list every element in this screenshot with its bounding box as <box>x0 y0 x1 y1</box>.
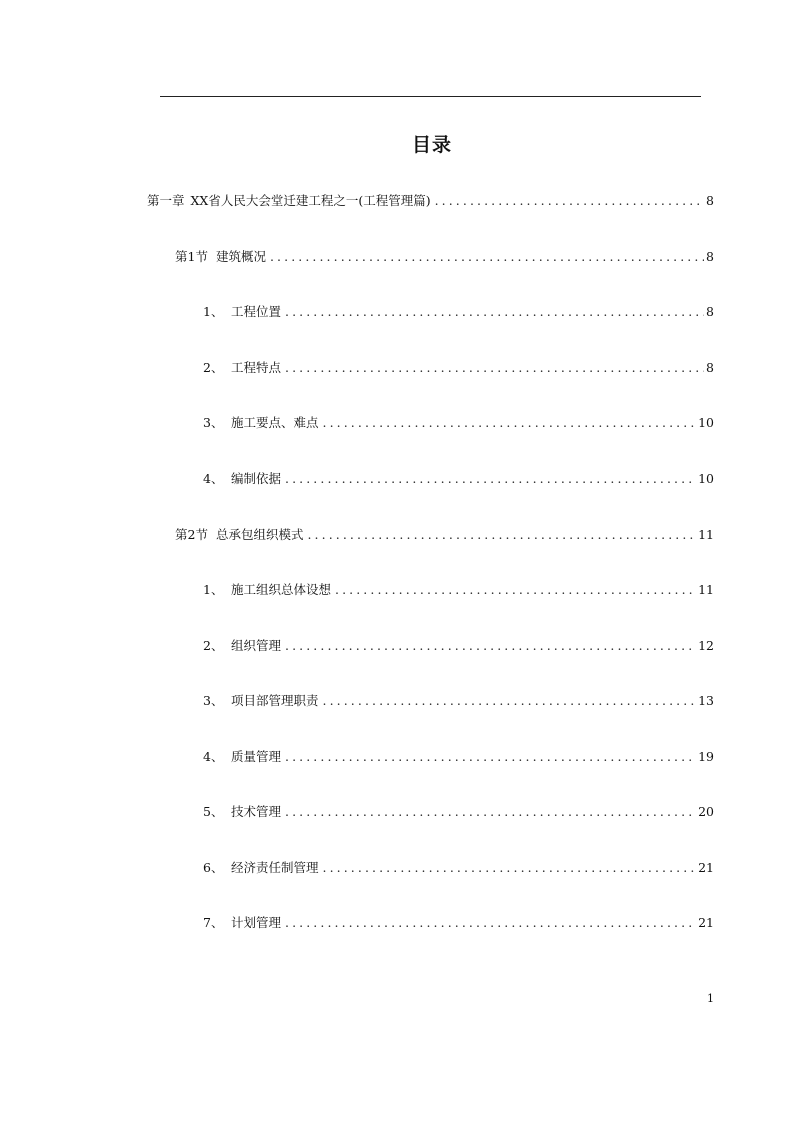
toc-entry-number: 3、 <box>203 693 224 708</box>
toc-entry-page: 19 <box>698 749 714 764</box>
toc-entry-2-2[interactable] <box>203 638 714 654</box>
toc-entry-page: 8 <box>706 193 714 208</box>
toc-entry-number: 7、 <box>203 915 224 930</box>
toc-entry-2-6[interactable] <box>203 860 714 876</box>
toc-entry-page: 20 <box>698 804 714 819</box>
toc-title: 目录 <box>411 134 452 156</box>
toc-entry-number: 第一章 <box>147 193 185 208</box>
toc-entry-page: 13 <box>698 693 714 708</box>
toc-entry-text: 工程特点 <box>231 360 282 375</box>
toc-entry-number: 2、 <box>203 638 224 653</box>
toc-entry-page: 8 <box>706 249 714 264</box>
toc-dot-leader <box>270 249 704 265</box>
toc-dot-leader <box>435 193 704 209</box>
toc-dot-leader <box>285 915 696 931</box>
toc-dot-leader <box>285 360 704 376</box>
toc-dot-leader <box>335 582 696 598</box>
toc-entry-2-7[interactable] <box>203 915 714 931</box>
toc-entry-page: 8 <box>706 304 714 319</box>
toc-entry-text: 计划管理 <box>231 915 282 930</box>
toc-dot-leader <box>285 471 696 487</box>
toc-entry-number: 1、 <box>203 582 224 597</box>
toc-entry-number: 2、 <box>203 360 224 375</box>
toc-entry-number: 6、 <box>203 860 224 875</box>
toc-entry-page: 21 <box>698 860 714 875</box>
toc-dot-leader <box>323 860 697 876</box>
toc-entry-text: 经济责任制管理 <box>231 860 319 875</box>
toc-entry-2-1[interactable] <box>203 582 714 598</box>
toc-entry-number: 第1节 <box>175 249 208 264</box>
toc-entry-page: 8 <box>706 360 714 375</box>
toc-entry-text: 施工组织总体设想 <box>231 582 332 597</box>
toc-entry-text: 技术管理 <box>231 804 282 819</box>
toc-entry-text: 施工要点、难点 <box>231 415 319 430</box>
toc-entry-page: 12 <box>698 638 714 653</box>
toc-entry-text: 总承包组织模式 <box>215 527 304 542</box>
toc-entry-text: 建筑概况 <box>215 249 266 264</box>
toc-entry-chapter-1[interactable] <box>147 193 714 209</box>
toc-entry-text: XX省人民大会堂迁建工程之一(工程管理篇) <box>190 193 431 208</box>
toc-entry-1-1[interactable] <box>203 304 714 320</box>
toc-entry-number: 3、 <box>203 415 224 430</box>
toc-entry-1-4[interactable] <box>203 471 714 487</box>
toc-entry-page: 11 <box>698 582 714 597</box>
toc-entry-number: 4、 <box>203 471 224 486</box>
page-number: 1 <box>707 992 714 1005</box>
toc-entry-number: 5、 <box>203 804 224 819</box>
toc-dot-leader <box>285 638 696 654</box>
toc-dot-leader <box>323 415 697 431</box>
toc-entry-text: 工程位置 <box>231 304 282 319</box>
toc-entry-text: 编制依据 <box>231 471 282 486</box>
toc-entry-page: 10 <box>698 415 714 430</box>
toc-dot-leader <box>285 804 696 820</box>
toc-dot-leader <box>285 304 704 320</box>
toc-entry-section-1[interactable] <box>175 249 714 265</box>
toc-entry-2-4[interactable] <box>203 749 714 765</box>
toc-entry-text: 质量管理 <box>231 749 282 764</box>
toc-entry-text: 项目部管理职责 <box>231 693 319 708</box>
toc-entry-page: 11 <box>698 527 714 542</box>
toc-entry-number: 第2节 <box>175 527 208 542</box>
toc-dot-leader <box>323 693 697 709</box>
toc-entry-2-5[interactable] <box>203 804 714 820</box>
toc-dot-leader <box>285 749 696 765</box>
toc-entry-1-3[interactable] <box>203 415 714 431</box>
toc-dot-leader <box>307 527 696 543</box>
toc-entry-1-2[interactable] <box>203 360 714 376</box>
toc-entry-number: 4、 <box>203 749 224 764</box>
toc-entry-page: 21 <box>698 915 714 930</box>
toc-entry-number: 1、 <box>203 304 224 319</box>
toc-entry-page: 10 <box>698 471 714 486</box>
toc-entry-text: 组织管理 <box>231 638 282 653</box>
toc-entry-section-2[interactable] <box>175 527 714 543</box>
toc-entry-2-3[interactable] <box>203 693 714 709</box>
